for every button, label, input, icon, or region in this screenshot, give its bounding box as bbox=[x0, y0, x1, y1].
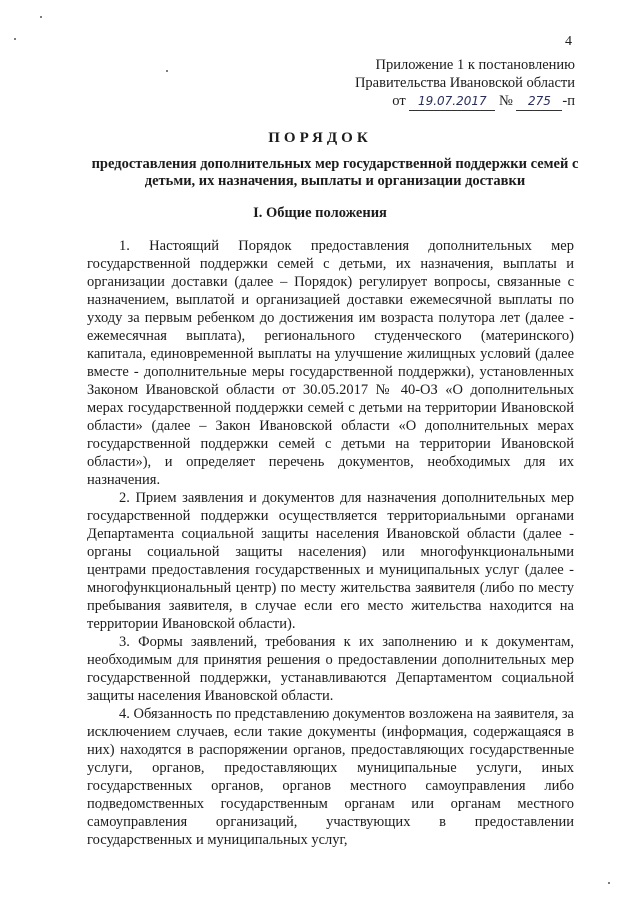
appendix-line-1: Приложение 1 к постановлению bbox=[375, 57, 575, 73]
handwritten-number: 275 bbox=[516, 92, 562, 111]
document-title: ПОРЯДОК bbox=[268, 130, 372, 146]
number-suffix: -п bbox=[562, 93, 575, 109]
scan-speck bbox=[608, 882, 610, 884]
scan-speck bbox=[166, 70, 168, 72]
paragraph-2: 2. Прием заявления и документов для назначения дополнительных мер государственной поддержки осуществляется территориальными органами Департамента социальной защиты населения Ивановской области (далее - органы социальной защиты населения) или многофункциональными центрами предоставления государственных и муниципальных услуг (далее - многофункциональный центр) по месту жительства заявителя (либо по месту пребывания заявителя, в случае если его место жительства находится на территории Ивановской области). bbox=[87, 490, 574, 632]
handwritten-date: 19.07.2017 bbox=[409, 92, 495, 111]
scan-speck bbox=[14, 38, 16, 40]
scan-speck bbox=[40, 16, 42, 18]
document-subtitle: предоставления дополнительных мер государственной поддержки семей с детьми, их назначения, выплаты и организации доставки bbox=[91, 156, 579, 189]
paragraph-1: 1. Настоящий Порядок предоставления дополнительных мер государственной поддержки семей с детьми, их назначения, выплаты и организации доставки (далее – Порядок) регулирует вопросы, связанные с назначением, выплатой и организацией доставки ежемесячной выплаты по уходу за первым ребенком до достижения им возраста полутора лет (далее - ежемесячная выплата), регионального студенческого (материнского) капитала, единовременной выплаты на улучшение жилищных условий (далее вместе - дополнительные меры государственной поддержки), установленных Законом Ивановской области от 30.05.2017 № 40-ОЗ «О дополнительных мерах государственной поддержки семей с детьми на территории Ивановской области» (далее – Закон Ивановской области «О дополнительных мерах государственной поддержки семей с детьми на территории Ивановской области»), и определяет перечень документов, необходимых для их назначения. bbox=[87, 238, 574, 488]
paragraph-4: 4. Обязанность по представлению документов возложена на заявителя, за исключением случаев, если такие документы (информация, содержащаяся в них) находятся в распоряжении органов, предоставляющих государственные услуги, органов, предоставляющих муниципальные услуги, иных государственных органов, органов местного самоуправления либо подведомственных государственным органам или органам местного самоуправления организаций, участвующих в предоставлении государственных и муниципальных услуг, bbox=[87, 706, 574, 848]
appendix-block bbox=[300, 56, 575, 111]
number-label: № bbox=[498, 93, 513, 109]
from-label: от bbox=[392, 93, 406, 109]
document-body bbox=[87, 237, 574, 849]
section-heading: I. Общие положения bbox=[253, 205, 387, 221]
appendix-line-2: Правительства Ивановской области bbox=[354, 75, 575, 91]
appendix-date-line bbox=[300, 92, 575, 111]
paragraph-3: 3. Формы заявлений, требования к их заполнению и к документам, необходимым для принятия решения о предоставлении дополнительных мер государственной поддержки, устанавливаются Департаментом социальной защиты населения Ивановской области. bbox=[87, 634, 574, 704]
page-number: 4 bbox=[565, 34, 572, 49]
